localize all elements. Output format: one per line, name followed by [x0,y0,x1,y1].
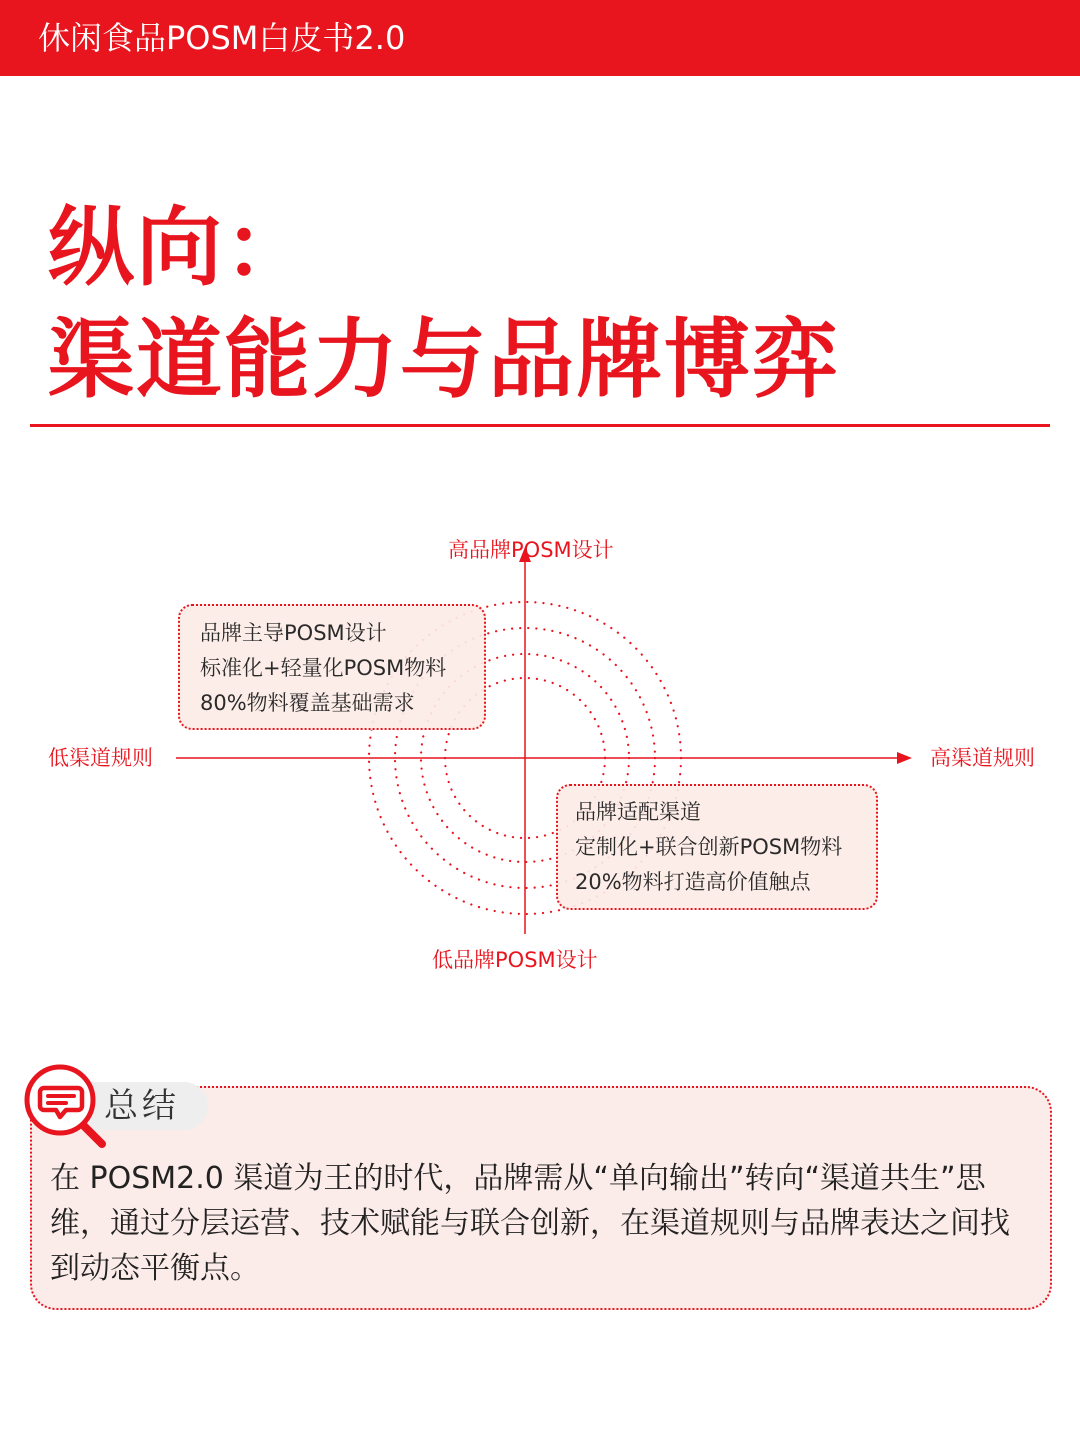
quadrant-top-left-line-2: 标准化+轻量化POSM物料 [200,656,447,680]
header-title: 休闲食品POSM白皮书2.0 [38,19,406,57]
arrow-right-icon [897,752,912,764]
quadrant-bottom-right-line-3: 20%物料打造高价值触点 [575,870,811,894]
quadrant-bottom-right-line-1: 品牌适配渠道 [575,800,701,824]
summary-text: 在 POSM2.0 渠道为王的时代，品牌需从“单向输出”转向“渠道共生”思维，通过分层运营、技术赋能与联合创新，在渠道规则与品牌表达之间找到动态平衡点。 [50,1161,1010,1286]
page-title-line-1: 纵向： [48,198,312,298]
axis-label-top: 高品牌POSM设计 [448,538,614,562]
summary-label: 总结 [104,1086,180,1126]
chat-magnifier-icon [22,1064,114,1156]
quadrant-bottom-right-line-2: 定制化+联合创新POSM物料 [575,835,843,859]
axis-label-left: 低渠道规则 [48,746,153,770]
axis-label-right: 高渠道规则 [930,746,1035,770]
page-title-line-2: 渠道能力与品牌博弈 [48,310,840,410]
axis-label-bottom: 低品牌POSM设计 [432,948,598,972]
quadrant-top-left-line-3: 80%物料覆盖基础需求 [200,691,415,715]
quadrant-top-left-line-1: 品牌主导POSM设计 [200,621,387,645]
